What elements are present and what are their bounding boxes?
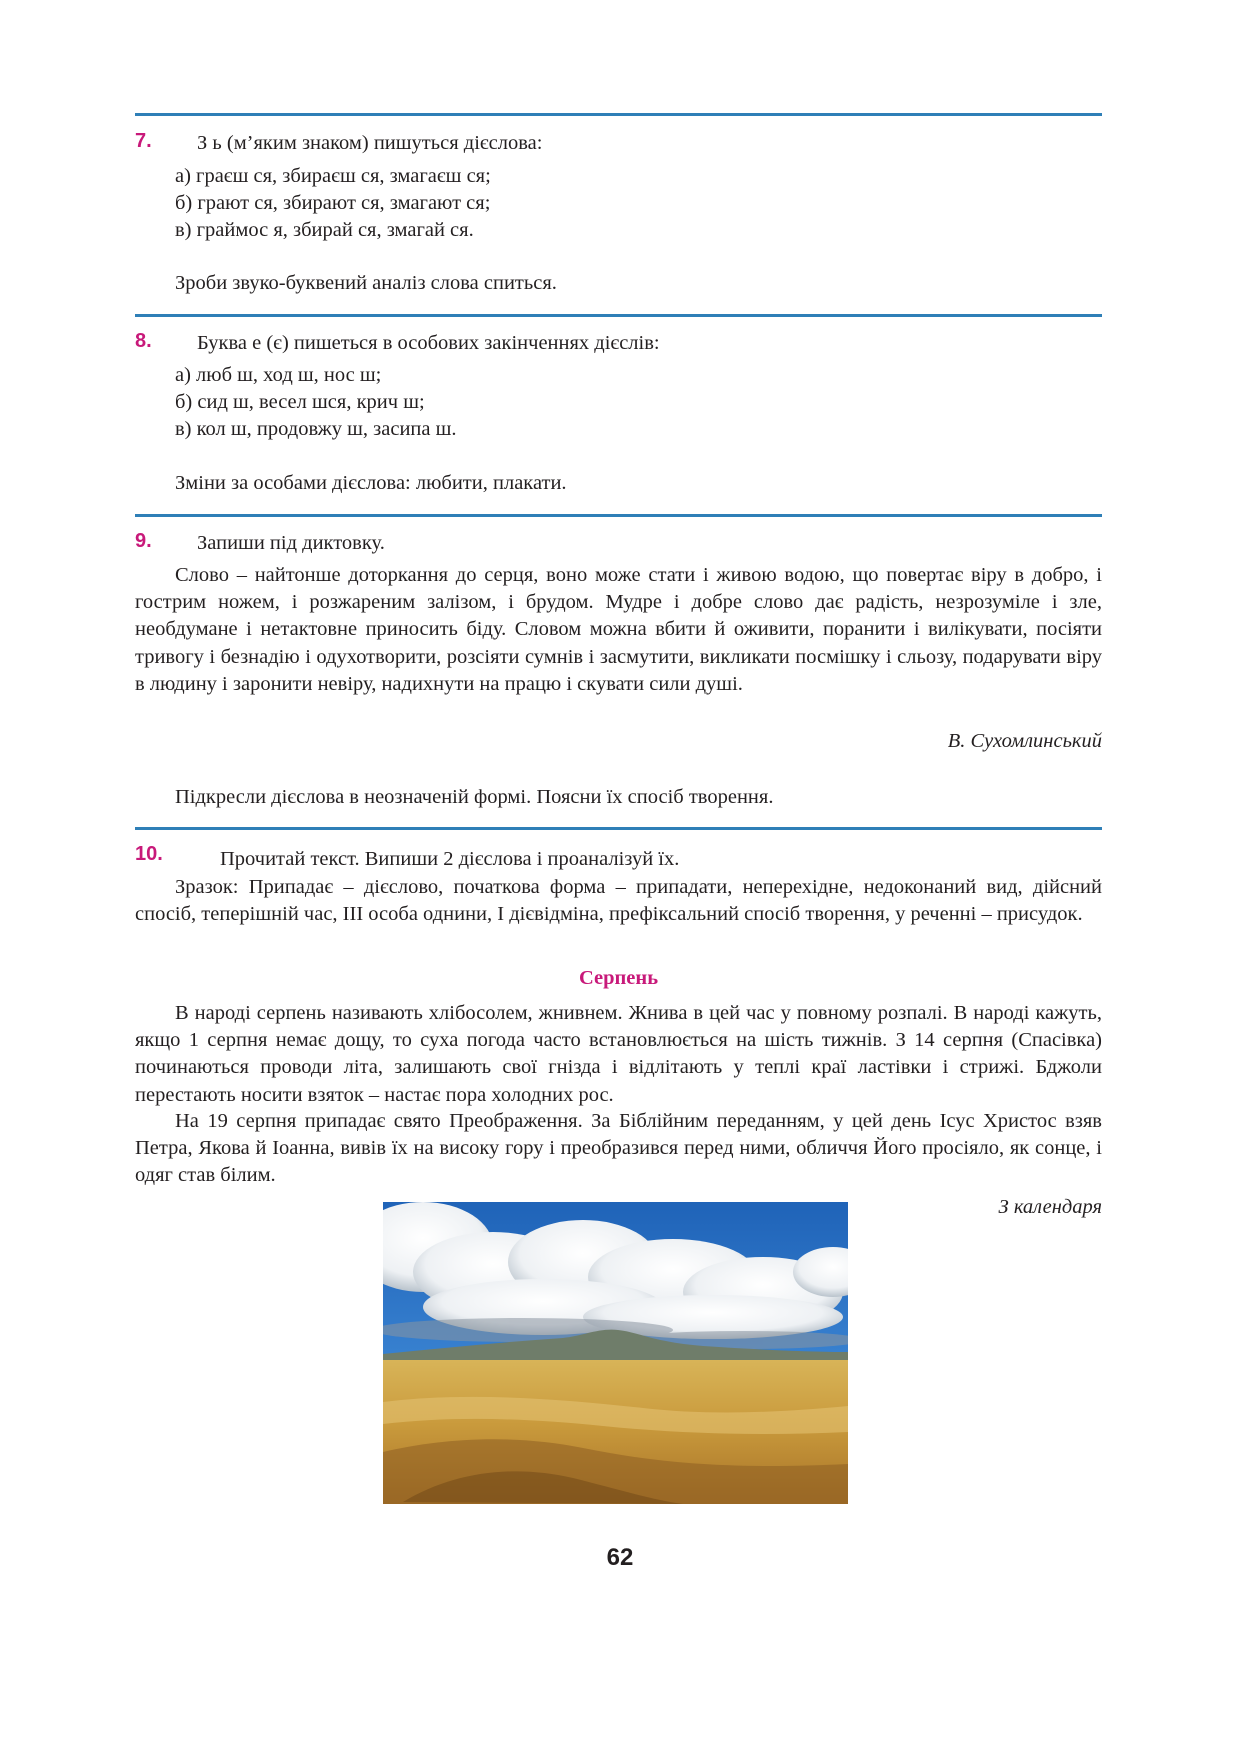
text-paragraph-1: В народі серпень називають хлібосолем, жнивнем. Жнива в цей час у повному розпалі. В народі кажуть, якщо 1 серпня немає дощу, то суха погода часто встановлюється на шість тижнів. З 14 серпня (Спасівка) починаються проводи літа, залишають свої гнізда і відлітають у теплі краї ластівки і стрижі. Бджоли перестають носити взяток – настає пора холодних рос. bbox=[135, 1002, 1102, 1106]
wheat-field-photo bbox=[383, 1202, 848, 1504]
author-signature: В. Сухомлинський bbox=[947, 730, 1102, 752]
task-extra: Зроби звуко-буквений аналіз слова спиться. bbox=[175, 272, 557, 294]
section-divider bbox=[135, 314, 1102, 317]
option-c: в) граймос я, збирай ся, змагай ся. bbox=[175, 219, 474, 241]
dictation-text: Слово – найтонше доторкання до серця, воно може стати і живою водою, що повертає віру в добро, і гострим ножем, і розжареним залізом, і брудом. Мудре і добре слово дає радість, незрозуміле і зле, необдумане і нетактовне приносить біду. Словом можна вбити й оживити, поранити і вилікувати, посіяти тривогу і безнадію і одухотворити, розсіяти сумнів і засмутити, викликати посмішку і сльозу, подарувати віру в людину і заронити невіру, надихнути на працю і скувати сили душі. bbox=[135, 564, 1102, 695]
option-b: б) грают ся, збирают ся, змагают ся; bbox=[175, 192, 491, 214]
sample-analysis: Зразок: Припадає – дієслово, початкова форма – припадати, неперехідне, недоконаний вид, дійсний спосіб, теперішній час, ІІІ особа однини, І дієвідміна, префіксальний спосіб творення, у реченні – присудок. bbox=[135, 876, 1102, 926]
task-prompt: Запиши під диктовку. bbox=[197, 532, 385, 554]
section-divider bbox=[135, 827, 1102, 830]
option-a: а) граєш ся, збираєш ся, змагаєш ся; bbox=[175, 165, 491, 187]
option-a: а) люб ш, ход ш, нос ш; bbox=[175, 364, 382, 386]
task-prompt: З ь (м’яким знаком) пишуться дієслова: bbox=[197, 132, 543, 154]
task-number: 10. bbox=[135, 843, 163, 865]
task-number: 7. bbox=[135, 130, 152, 152]
task-number: 8. bbox=[135, 330, 152, 352]
task-extra: Зміни за особами дієслова: любити, плакати. bbox=[175, 472, 567, 494]
task-extra: Підкресли дієслова в неозначеній формі. Поясни їх спосіб творення. bbox=[175, 786, 774, 808]
task-prompt: Прочитай текст. Випиши 2 дієслова і проаналізуй їх. bbox=[220, 848, 680, 870]
task-prompt: Буква е (є) пишеться в особових закінченнях дієслів: bbox=[197, 332, 660, 354]
text-paragraph-2: На 19 серпня припадає свято Преображення. За Біблійним переданням, у цей день Ісус Христос взяв Петра, Якова й Іоанна, вивів їх на високу гору і преобразився перед ними, обличчя Його просіяло, як сонце, і одяг став білим. bbox=[135, 1110, 1102, 1187]
task-number: 9. bbox=[135, 530, 152, 552]
page-number: 62 bbox=[606, 1544, 634, 1571]
option-b: б) сид ш, весел шся, крич ш; bbox=[175, 391, 425, 413]
section-divider bbox=[135, 514, 1102, 517]
section-divider bbox=[135, 113, 1102, 116]
text-source: З календаря bbox=[998, 1196, 1102, 1218]
option-c: в) кол ш, продовжу ш, засипа ш. bbox=[175, 418, 457, 440]
text-title: Серпень bbox=[578, 967, 659, 989]
